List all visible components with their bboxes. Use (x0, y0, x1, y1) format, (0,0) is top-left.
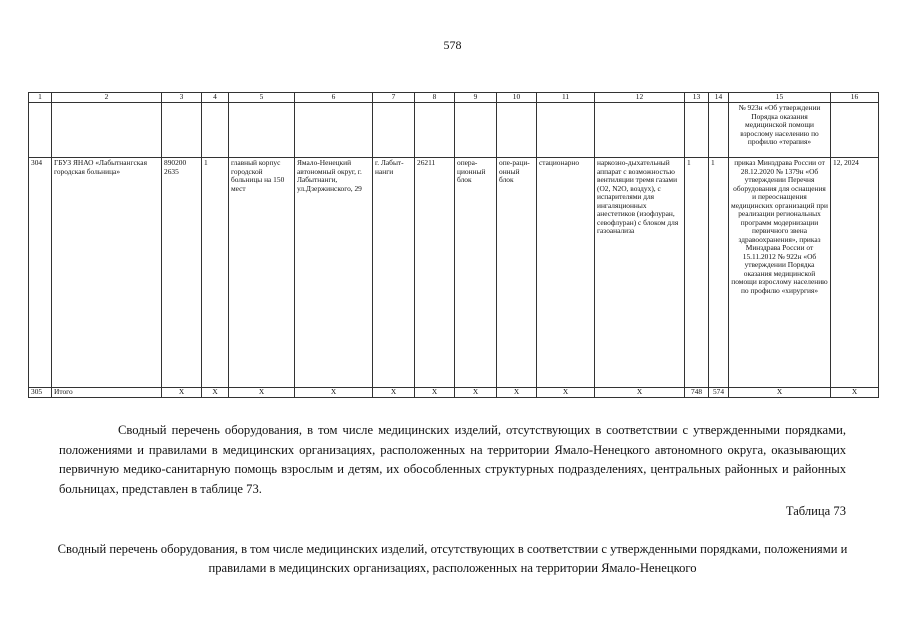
header-cell: 16 (831, 93, 879, 103)
body-paragraph: Сводный перечень оборудования, в том числе медицинских изделий, отсутствующих в соответствии с утвержденными порядками, положениями и правилами в медицинских организациях, расположенных на территории Ямало-Ненецкого автономного округа, оказывающих первичную медико-санитарную помощь взрослым и детям, их обособленных структурных подразделениях, центральных районных и районных больницах, представлен в таблице 73. (59, 423, 846, 496)
cell-deadline: 12, 2024 (831, 158, 879, 388)
cell-organization: ГБУЗ ЯНАО «Лабытнангская городская больница» (52, 158, 162, 388)
table-row-304 (29, 158, 879, 388)
cell-legal-basis: приказ Минздрава России от 28.12.2020 № 1379н «Об утверждении Перечня оборудования для оснащения и переоснащения медицинских организаций при реализации региональных программ модернизации первичного звена здравоохранения», приказ Минздрава России от 15.11.2012 № 922н «Об утверждении Порядка оказания медицинской помощи взрослому населению по профилю «хирургия» (729, 158, 831, 388)
cell-x: Х (415, 388, 455, 398)
table-caption: Таблица 73 (785, 504, 846, 518)
cell-department: опера-ционный блок (455, 158, 497, 388)
header-cell: 2 (52, 93, 162, 103)
header-cell: 15 (729, 93, 831, 103)
cell-total-required: 748 (685, 388, 709, 398)
table-row-continuation (29, 103, 879, 158)
cell-equipment: наркозно-дыхательный аппарат с возможностью вентиляции тремя газами (О2, N2O, воздух), с испарителями для ингаляционных анестетиков (изофлуран, севофлуран) с блоком для газоанализа (595, 158, 685, 388)
cell-city: г. Лабыт-нанги (373, 158, 415, 388)
header-cell: 8 (415, 93, 455, 103)
header-cell: 1 (29, 93, 52, 103)
table-header-row (29, 93, 879, 103)
table-row-total (29, 388, 879, 398)
header-cell: 6 (295, 93, 373, 103)
cell-x: Х (229, 388, 295, 398)
cell-inn: 890200 2635 (162, 158, 202, 388)
cell-x: Х (202, 388, 229, 398)
header-cell: 13 (685, 93, 709, 103)
cell-legal-basis: № 923н «Об утверждении Порядка оказания медицинской помощи взрослому населению по профилю «терапия» (729, 103, 831, 158)
equipment-table (28, 92, 879, 398)
header-cell: 7 (373, 93, 415, 103)
header-cell: 3 (162, 93, 202, 103)
cell-building: главный корпус городской больницы на 150 мест (229, 158, 295, 388)
cell-x: Х (729, 388, 831, 398)
header-cell: 10 (497, 93, 537, 103)
cell-x: Х (373, 388, 415, 398)
header-cell: 5 (229, 93, 295, 103)
cell-x: Х (831, 388, 879, 398)
cell-x: Х (595, 388, 685, 398)
cell-number: 305 (29, 388, 52, 398)
cell-total-missing: 574 (709, 388, 729, 398)
cell-total-label: Итого (52, 388, 162, 398)
cell-code: 26211 (415, 158, 455, 388)
cell-x: Х (295, 388, 373, 398)
header-cell: 12 (595, 93, 685, 103)
cell-qty-required: 1 (685, 158, 709, 388)
cell-x: Х (497, 388, 537, 398)
header-cell: 9 (455, 93, 497, 103)
cell-number: 304 (29, 158, 52, 388)
cell-count: 1 (202, 158, 229, 388)
cell-unit: опе-раци-онный блок (497, 158, 537, 388)
header-cell: 4 (202, 93, 229, 103)
header-cell: 14 (709, 93, 729, 103)
cell-x: Х (455, 388, 497, 398)
header-cell: 11 (537, 93, 595, 103)
page-number: 578 (443, 38, 462, 52)
cell-x: Х (162, 388, 202, 398)
table-title: Сводный перечень оборудования, в том числе медицинских изделий, отсутствующих в соответствии с утвержденными порядками, положениями и правилами в медицинских организациях, расположенных на территории Ямало-Ненецкого (57, 542, 848, 575)
cell-x: Х (537, 388, 595, 398)
cell-qty-missing: 1 (709, 158, 729, 388)
cell-care-type: стационарно (537, 158, 595, 388)
cell-address: Ямало-Ненецкий автономный округ, г. Лабытнанги, ул.Дзержинского, 29 (295, 158, 373, 388)
